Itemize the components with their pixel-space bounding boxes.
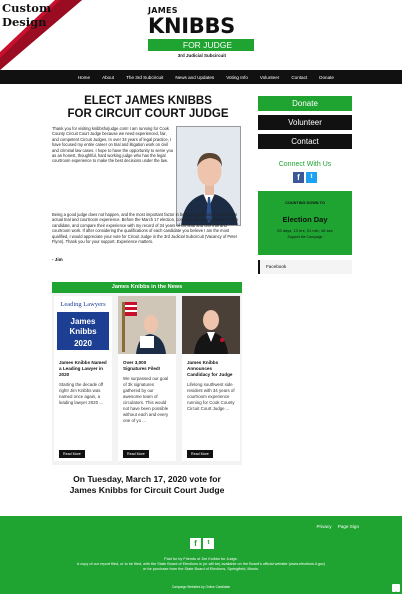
site-footer (0, 516, 402, 594)
signatures-image[interactable] (118, 296, 176, 354)
leading-lawyers-badge (54, 296, 112, 354)
support-link[interactable]: Support the Campaign (287, 235, 323, 239)
paid-line2: A copy of our report filed, or to be filed, with the State Board of Elections is (or will be) available on the Board's official website (www.elections.il.gov) (76, 562, 326, 566)
countdown-time: 53 days, 13 hrs, 31 min, 46 sec (277, 228, 333, 233)
countdown-box (258, 191, 352, 255)
signature: - Jim (52, 257, 63, 262)
nav-donate[interactable]: Donate (319, 74, 334, 80)
footer-links (311, 524, 359, 529)
candidacy-photo (182, 296, 240, 354)
badge-line1: Leading Lawyers (60, 301, 106, 308)
chevron-up-icon (392, 589, 400, 594)
contact-button[interactable]: Contact (258, 134, 352, 149)
badge-line3: Knibbs (69, 327, 97, 336)
news-heading: James Knibbs in the News (52, 282, 242, 293)
news-card (54, 296, 112, 461)
logo-for-judge: FOR JUDGE (148, 39, 254, 51)
news-section (52, 282, 242, 465)
vote-line2: James Knibbs for Circuit Court Judge (69, 485, 225, 495)
footer-twitter-icon[interactable]: t (203, 538, 214, 549)
nav-about[interactable]: About (102, 74, 115, 80)
countdown-title: Election Day (282, 215, 328, 224)
donate-button[interactable]: Donate (258, 96, 352, 111)
main-nav (0, 70, 402, 84)
page-headline (52, 95, 244, 121)
candidacy-image[interactable] (182, 296, 240, 354)
paid-for-notice (0, 557, 402, 572)
logo-first-name: JAMES (148, 6, 178, 15)
vote-callout (52, 474, 242, 496)
headline-line2: FOR CIRCUIT COURT JUDGE (67, 108, 229, 120)
ribbon-line1: Custom (2, 1, 52, 15)
paid-line1: Paid for by Friends of Jim Knibbs for Judge. (164, 557, 238, 561)
campaign-logo[interactable] (148, 6, 256, 58)
news-excerpt: Starting the decade off right! Jim Knibbs was named once again, a leading lawyer 2020 ... (59, 382, 104, 405)
nav-voting-info[interactable]: Voting Info (226, 74, 248, 80)
news-title[interactable]: James Knibbs Announces Candidacy for Judge (187, 360, 233, 377)
countdown-label: COUNTING DOWN TO (285, 201, 325, 205)
read-more-button[interactable]: Read More (59, 450, 85, 458)
ribbon-label (2, 1, 51, 29)
news-excerpt: We surpassed our goal of 3k signatures gathered by our awesome team of circulators. This would not have been possible without each and every one of yo ... (123, 376, 169, 423)
news-title[interactable]: James Knibbs Named a Leading Lawyer in 2020 (59, 360, 107, 377)
news-card (182, 296, 240, 461)
nav-contact[interactable]: Contact (291, 74, 308, 80)
badge-line4: 2020 (74, 339, 92, 348)
scroll-to-top-icon[interactable] (392, 584, 400, 592)
signatures-photo (118, 296, 176, 354)
candidate-photo (176, 126, 241, 226)
nav-news[interactable]: News and Updates (175, 74, 215, 80)
credit-link[interactable]: Campaign Websites by Online Candidate (171, 585, 231, 589)
volunteer-button[interactable]: Volunteer (258, 115, 352, 130)
page-sign-link[interactable]: Page Sign (337, 524, 359, 529)
twitter-icon[interactable]: t (306, 172, 317, 183)
vote-line1: On Tuesday, March 17, 2020 vote for (73, 474, 221, 484)
logo-last-name: KNIBBS (148, 14, 235, 38)
nav-volunteer[interactable]: Volunteer (259, 74, 280, 80)
logo-subcircuit: 3rd Judicial Subcircuit (177, 53, 226, 58)
site-header (0, 0, 402, 70)
body-paragraph: Being a good judge does not happen, and the most important factor in being a good judge comes from actual trial and courtroom experience. Before the March 17 election, consider the qualifications of each candidate, and compare their experience with my record of 34 years of criminal and civil trial and courtroom work. If after considering the qualifications of each candidate you believe I am the most qualified, I would appreciate your vote for Circuit Judge in the 3rd Judicial Subcircuit (Vacancy of Peter Flynn). Thank you for your support. Experience matters. (52, 212, 238, 245)
badge-line2: James (70, 317, 96, 326)
facebook-icon[interactable]: f (293, 172, 304, 183)
news-card (118, 296, 176, 461)
news-excerpt: Lifelong southwest side resident with 34 years of courtroom experience running for Cook County Circuit Court Judge ... (187, 382, 235, 411)
ribbon-line2: Design (2, 15, 47, 29)
news-title[interactable]: Over 3,000 Signatures Filed! (123, 360, 161, 371)
headline-line1: ELECT JAMES KNIBBS (84, 95, 212, 107)
nav-home[interactable]: Home (77, 74, 91, 80)
facebook-widget[interactable]: Facebook (258, 260, 352, 274)
privacy-link[interactable]: Privacy (316, 524, 332, 529)
leading-lawyers-image[interactable] (54, 296, 112, 354)
nav-subcircuit[interactable]: The 3rd Subcircuit (126, 74, 164, 80)
connect-heading: Connect With Us (278, 161, 332, 168)
footer-facebook-icon[interactable]: f (190, 538, 201, 549)
paid-line3: or for purchase from the State Board of Elections, Springfield, Illinois. (142, 567, 260, 571)
read-more-button[interactable]: Read More (123, 450, 149, 458)
intro-paragraph: Thank you for visiting knibbsforjudge.com! I am running for Cook County Circuit Court Judge because we need experienced, fair, and competent Circuit Judges. In over 34 years of legal practice, I have focused my entire career on trial and litigation work on civil and criminal law cases. I hope to have the opportunity to serve you as an honest, thoughtful, hard working judge who has the legal courtroom experience to make the best decisions under the law. (52, 126, 174, 164)
read-more-button[interactable]: Read More (187, 450, 213, 458)
